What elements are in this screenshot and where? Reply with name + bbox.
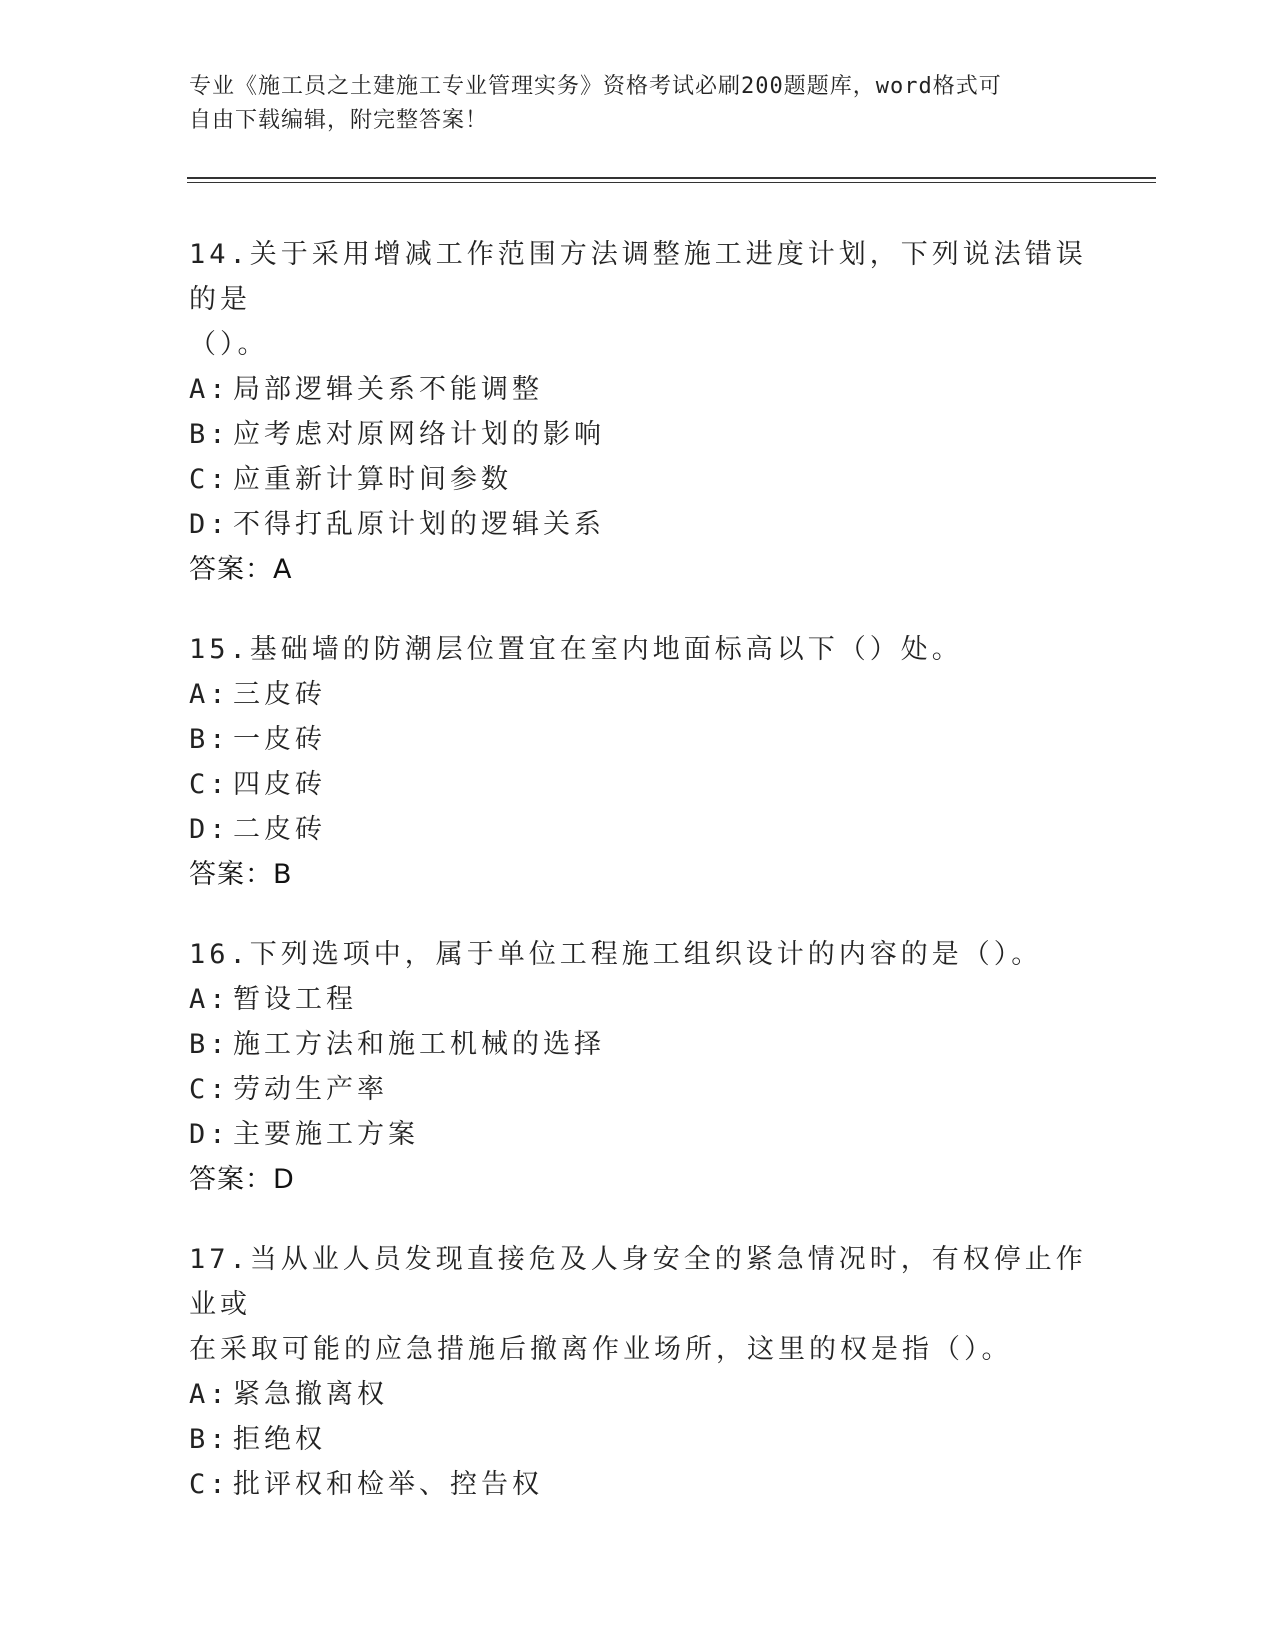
option-text: 一皮砖: [233, 724, 326, 755]
option-b: [189, 717, 1089, 762]
option-letter: A:: [189, 374, 230, 405]
question-14: [189, 232, 1089, 593]
option-text: 暂设工程: [233, 984, 357, 1015]
option-b: [189, 1022, 1089, 1067]
question-stem-line: 在采取可能的应急措施后撤离作业场所，这里的权是指（）。: [189, 1334, 1013, 1365]
question-list: [189, 232, 1089, 1541]
option-a: [189, 672, 1089, 717]
option-letter: D:: [189, 814, 230, 845]
option-text: 三皮砖: [233, 679, 326, 710]
question-stem-line: 16.下列选项中，属于单位工程施工组织设计的内容的是（）。: [189, 939, 1043, 970]
question-stem: [189, 232, 1089, 367]
option-text: 批评权和检举、控告权: [233, 1469, 543, 1500]
option-c: [189, 762, 1089, 807]
header-line-1: 专业《施工员之土建施工专业管理实务》资格考试必刷200题题库，word格式可: [189, 74, 1002, 99]
option-text: 劳动生产率: [233, 1074, 388, 1105]
option-a: [189, 1372, 1089, 1417]
question-stem: [189, 932, 1089, 977]
option-text: 紧急撤离权: [233, 1379, 388, 1410]
option-text: 应考虑对原网络计划的影响: [233, 419, 605, 450]
option-d: [189, 502, 1089, 547]
question-stem-line: 14.关于采用增减工作范围方法调整施工进度计划，下列说法错误的是: [189, 239, 1087, 315]
question-stem: [189, 627, 1089, 672]
option-a: [189, 977, 1089, 1022]
option-letter: C:: [189, 1469, 230, 1500]
question-15: [189, 627, 1089, 898]
option-b: [189, 1417, 1089, 1462]
option-letter: C:: [189, 769, 230, 800]
answer-line: 答案：A: [189, 554, 293, 585]
option-text: 四皮砖: [233, 769, 326, 800]
option-letter: A:: [189, 1379, 230, 1410]
option-d: [189, 1112, 1089, 1157]
option-d: [189, 807, 1089, 852]
option-a: [189, 367, 1089, 412]
option-c: [189, 1462, 1089, 1507]
option-letter: C:: [189, 1074, 230, 1105]
option-letter: B:: [189, 1424, 230, 1455]
option-letter: A:: [189, 984, 230, 1015]
option-letter: D:: [189, 1119, 230, 1150]
option-letter: D:: [189, 509, 230, 540]
option-text: 局部逻辑关系不能调整: [233, 374, 543, 405]
question-stem-line: 17.当从业人员发现直接危及人身安全的紧急情况时，有权停止作业或: [189, 1244, 1087, 1320]
question-stem-line: （）。: [189, 329, 269, 360]
header-line-2: 自由下载编辑，附完整答案！: [189, 108, 489, 133]
question-stem: [189, 1237, 1089, 1372]
option-text: 施工方法和施工机械的选择: [233, 1029, 605, 1060]
answer-line: 答案：D: [189, 1164, 295, 1195]
document-header: [189, 70, 1089, 138]
option-c: [189, 457, 1089, 502]
option-letter: B:: [189, 724, 230, 755]
option-text: 应重新计算时间参数: [233, 464, 512, 495]
answer-line: 答案：B: [189, 859, 293, 890]
option-text: 不得打乱原计划的逻辑关系: [233, 509, 605, 540]
option-letter: C:: [189, 464, 230, 495]
option-text: 二皮砖: [233, 814, 326, 845]
question-17: [189, 1237, 1089, 1507]
option-letter: B:: [189, 1029, 230, 1060]
option-text: 主要施工方案: [233, 1119, 419, 1150]
question-16: [189, 932, 1089, 1203]
option-b: [189, 412, 1089, 457]
question-stem-line: 15.基础墙的防潮层位置宜在室内地面标高以下（）处。: [189, 634, 963, 665]
option-text: 拒绝权: [233, 1424, 326, 1455]
header-divider: [187, 177, 1156, 183]
option-letter: A:: [189, 679, 230, 710]
option-letter: B:: [189, 419, 230, 450]
option-c: [189, 1067, 1089, 1112]
